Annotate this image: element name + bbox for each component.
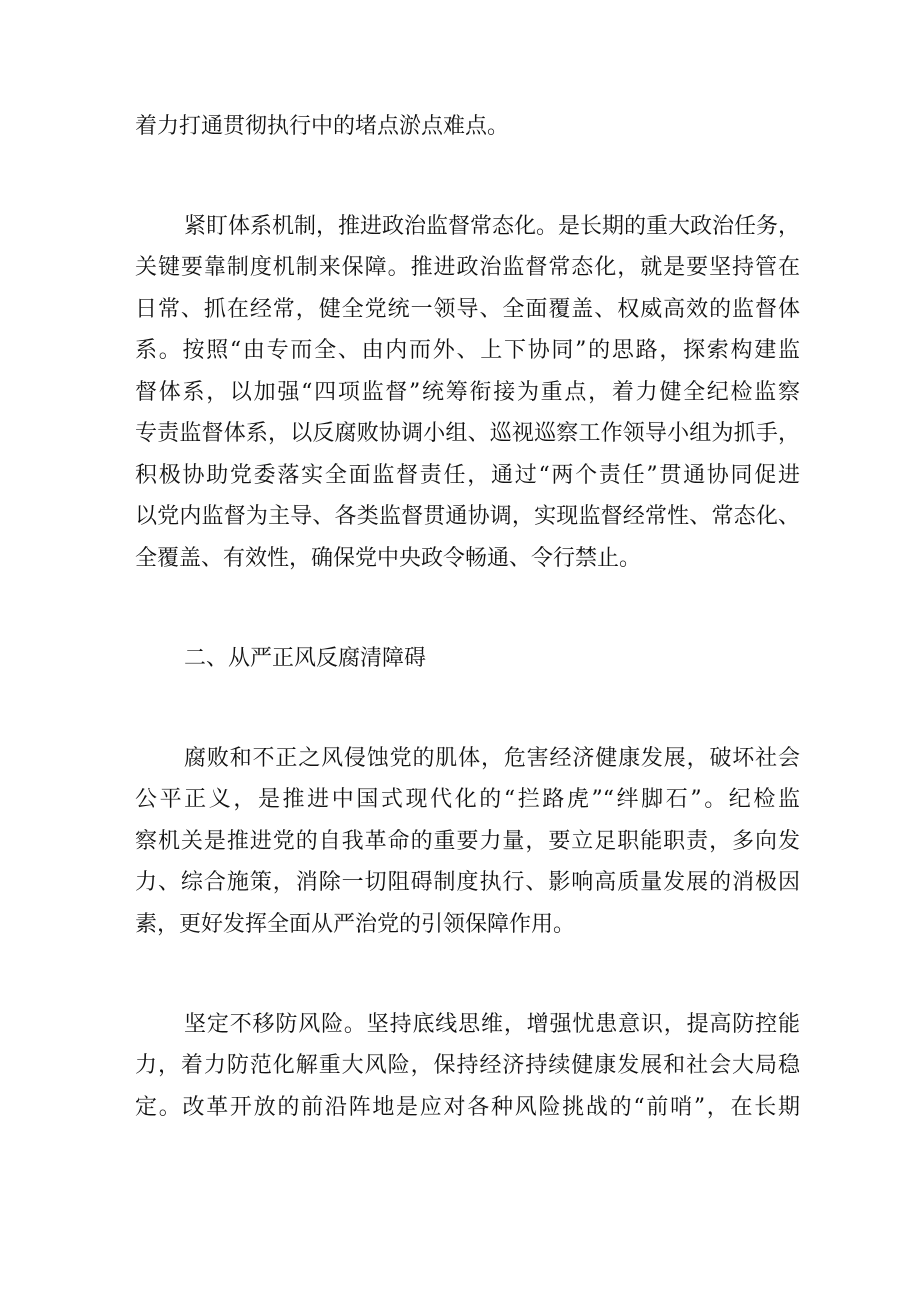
text-line: 以党内监督为主导、各类监督贯通协调，实现监督经常性、常态化、	[135, 504, 800, 529]
text-line: 公平正义，是推进中国式现代化的“拦路虎”“绊脚石”。纪检监	[135, 787, 800, 812]
text-line: 定。改革开放的前沿阵地是应对各种风险挑战的“前哨”，在长期	[135, 1095, 800, 1120]
text-line: 全覆盖、有效性，确保党中央政令畅通、令行禁止。	[135, 546, 642, 571]
text-line: 察机关是推进党的自我革命的重要力量，要立足职能职责，多向发	[135, 829, 800, 854]
text-line: 力，着力防范化解重大风险，保持经济持续健康发展和社会大局稳	[135, 1053, 800, 1078]
text-line: 素，更好发挥全面从严治党的引领保障作用。	[135, 912, 576, 937]
text-line: 关键要靠制度机制来保障。推进政治监督常态化，就是要坚持管在	[135, 255, 800, 280]
text-line: 积极协助党委落实全面监督责任，通过“两个责任”贯通协同促进	[135, 463, 800, 488]
text-line: 督体系，以加强“四项监督”统筹衔接为重点，着力健全纪检监察	[135, 380, 800, 405]
text-line: 力、综合施策，消除一切阻碍制度执行、影响高质量发展的消极因	[135, 870, 800, 895]
text-line: 系。按照“由专而全、由内而外、上下协同”的思路，探索构建监	[135, 338, 800, 363]
text-line: 专责监督体系，以反腐败协调小组、巡视巡察工作领导小组为抓手，	[135, 421, 800, 446]
section-heading: 二、从严正风反腐清障碍	[184, 646, 427, 671]
text-line: 紧盯体系机制，推进政治监督常态化。是长期的重大政治任务，	[184, 214, 800, 239]
text-line: 着力打通贯彻执行中的堵点淤点难点。	[135, 114, 510, 139]
text-line: 日常、抓在经常，健全党统一领导、全面覆盖、权威高效的监督体	[135, 297, 800, 322]
text-line: 坚定不移防风险。坚持底线思维，增强忧患意识，提高防控能	[184, 1012, 800, 1037]
text-line: 腐败和不正之风侵蚀党的肌体，危害经济健康发展，破坏社会	[184, 746, 800, 771]
